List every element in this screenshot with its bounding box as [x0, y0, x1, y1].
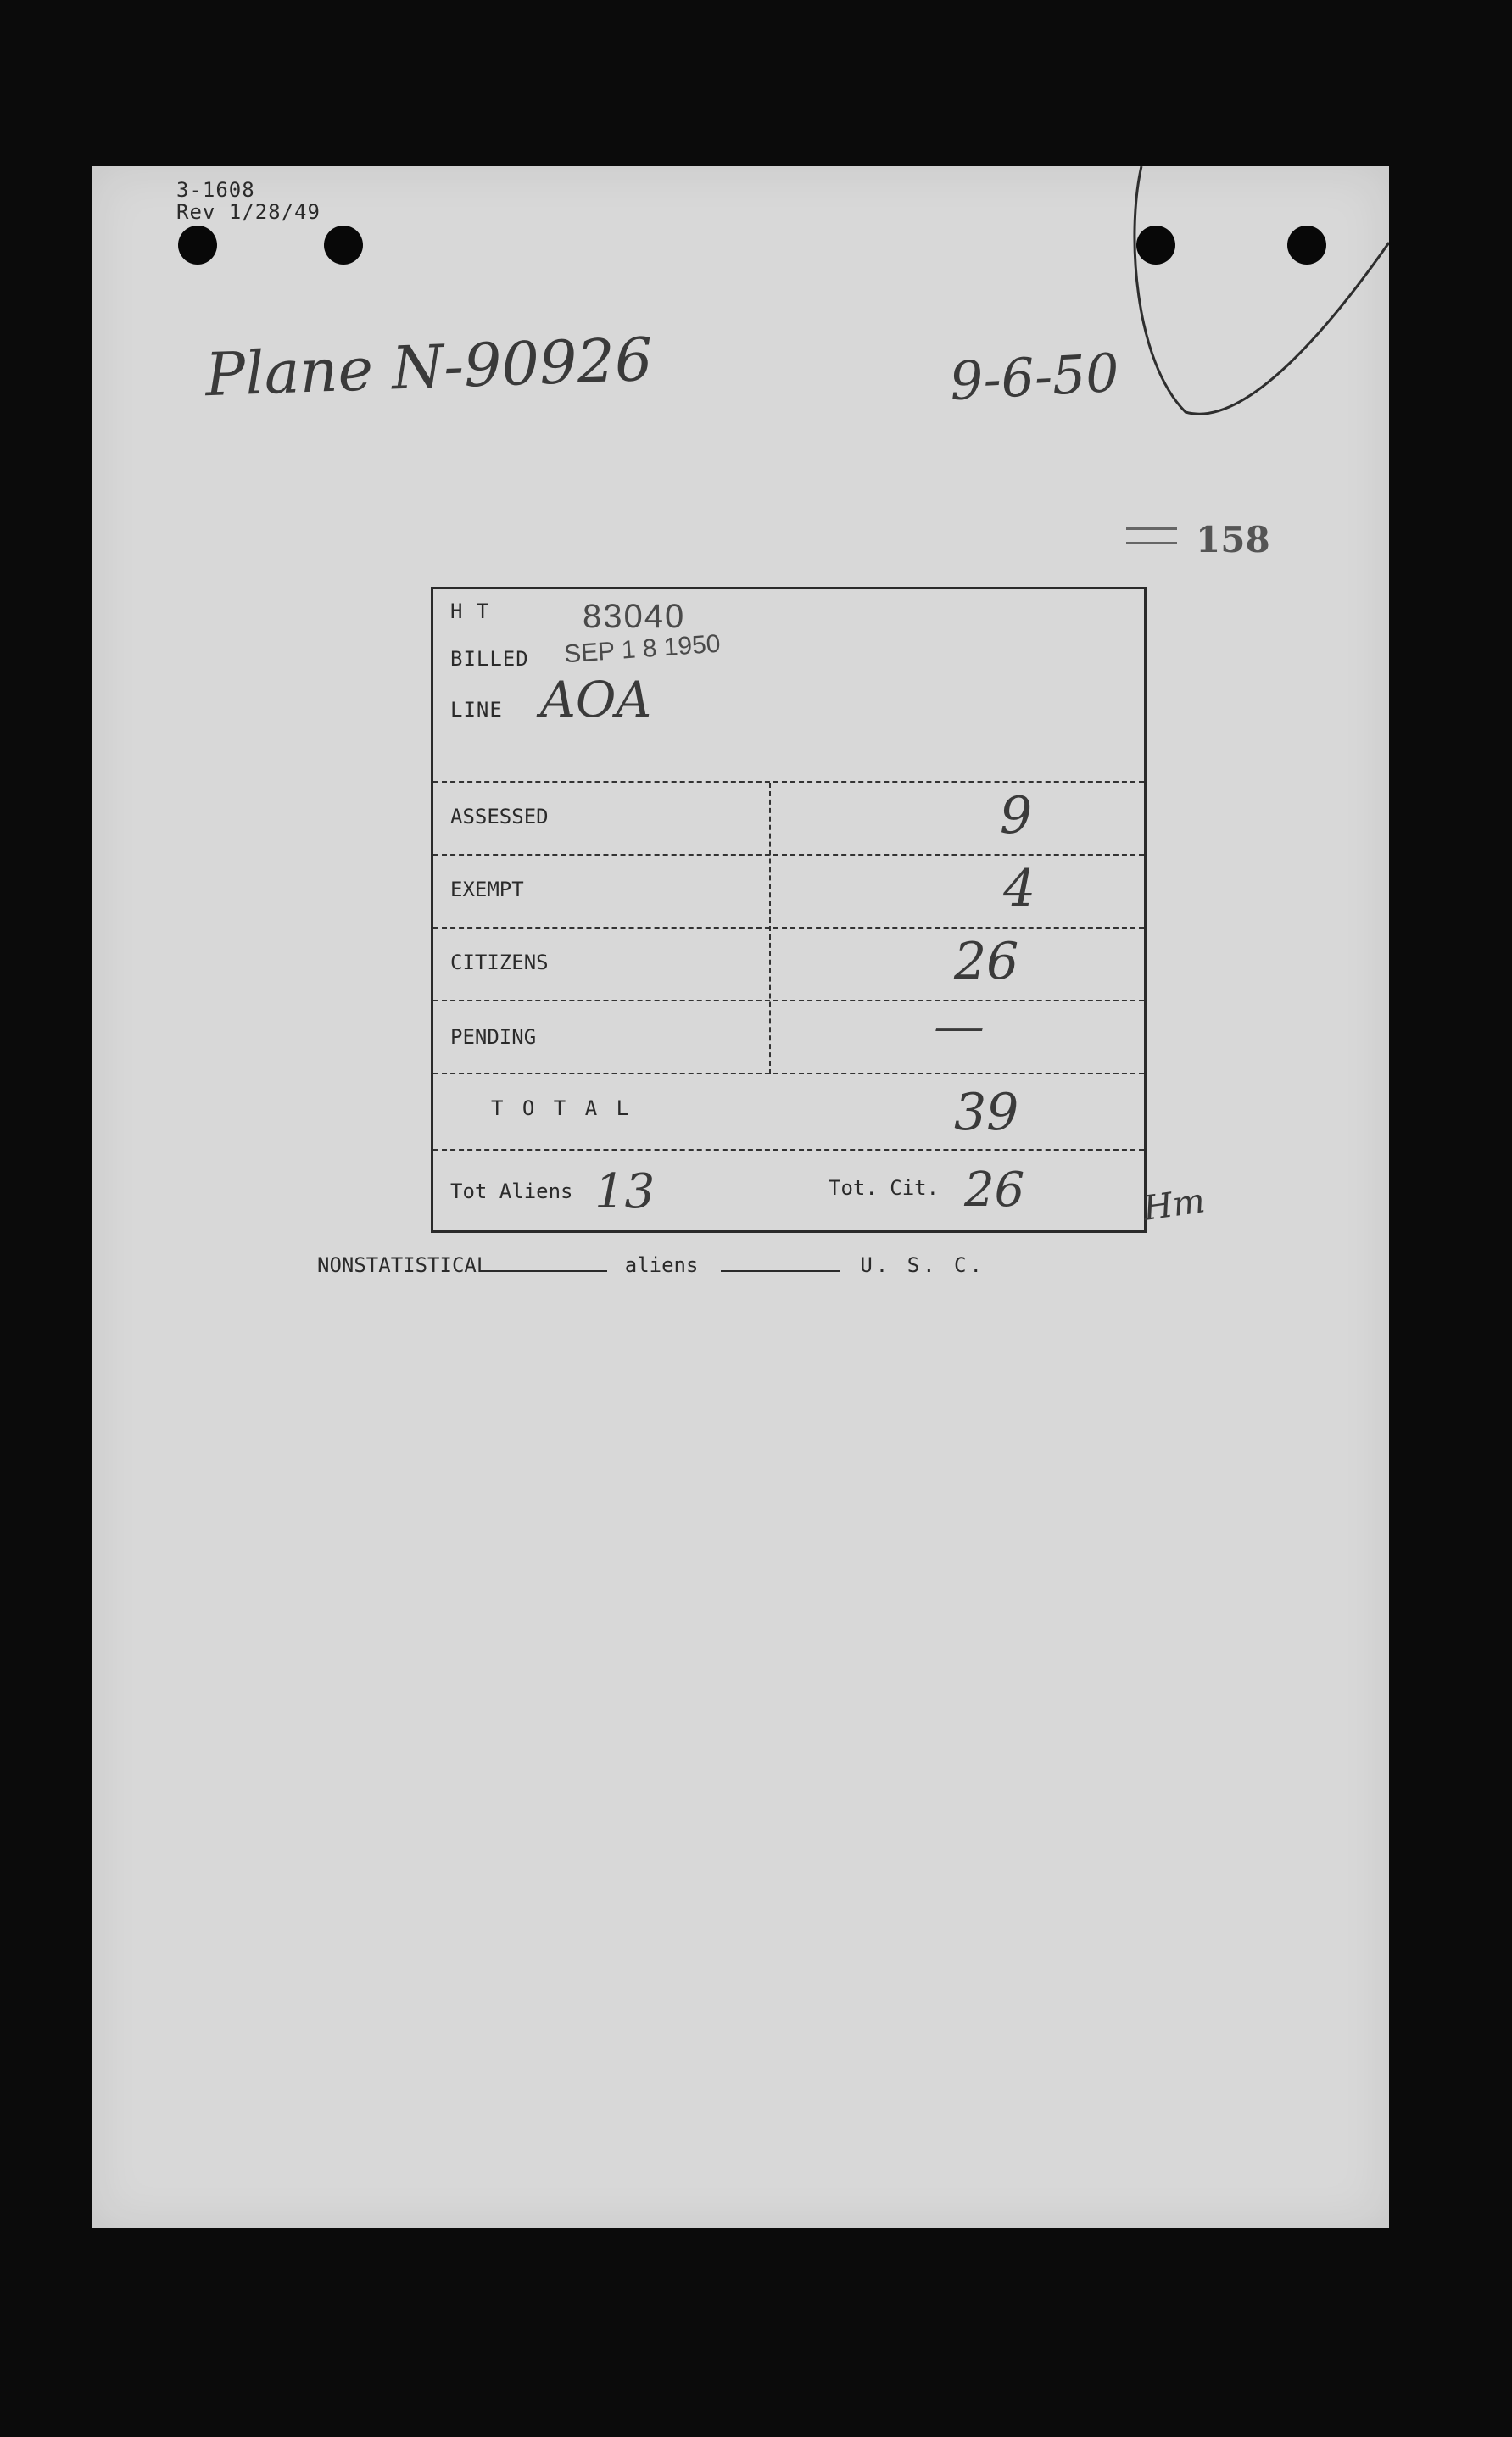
divider-header [433, 781, 1144, 783]
punch-hole-left-2 [324, 226, 363, 265]
form-number: 3-1608 [176, 178, 255, 202]
row-value-assessed: 9 [1000, 786, 1033, 845]
pencil-stroke-mark [1126, 166, 1389, 421]
handwritten-initials: Hm [1141, 1181, 1208, 1229]
row-label-pending: PENDING [450, 1025, 537, 1049]
billed-label: BILLED [450, 647, 529, 671]
nonstatistical-label: NONSTATISTICAL [317, 1253, 489, 1277]
ht-label: H T [450, 599, 490, 623]
row-label-citizens: CITIZENS [450, 951, 549, 974]
handwritten-date: 9-6-50 [948, 341, 1121, 413]
divider-row-1 [433, 854, 1144, 856]
divider-row-3 [433, 1000, 1144, 1001]
aliens-label: aliens [624, 1253, 699, 1277]
line-label: LINE [450, 698, 503, 722]
divider-row-2 [433, 927, 1144, 929]
row-label-assessed: ASSESSED [450, 805, 549, 828]
tot-cit-value: 26 [964, 1163, 1025, 1218]
count-form-table [431, 587, 1147, 1233]
side-number-dashes [1126, 527, 1177, 544]
nonstatistical-blank [488, 1267, 607, 1272]
billed-date-stamp: SEP 1 8 1950 [563, 629, 722, 669]
usc-label: U. S. C. [860, 1253, 985, 1277]
row-value-total: 39 [954, 1083, 1019, 1142]
row-value-citizens: 26 [954, 932, 1019, 991]
row-label-total: T O T A L [491, 1096, 633, 1120]
column-divider [769, 783, 771, 1074]
divider-row-4 [433, 1073, 1144, 1074]
nonstatistical-line [317, 1253, 985, 1277]
handwritten-title: Plane N-90926 [204, 324, 654, 410]
tot-aliens-label: Tot Aliens [450, 1179, 573, 1203]
row-label-exempt: EXEMPT [450, 878, 524, 901]
document-page [92, 166, 1389, 2228]
tot-aliens-value: 13 [594, 1164, 656, 1219]
row-value-pending: — [934, 996, 985, 1056]
punch-hole-left-1 [178, 226, 217, 265]
divider-total [433, 1149, 1144, 1151]
line-value: AOA [540, 671, 652, 728]
form-revision: Rev 1/28/49 [176, 200, 321, 224]
side-number: 158 [1196, 519, 1270, 560]
aliens-blank [721, 1267, 840, 1272]
row-value-exempt: 4 [1003, 859, 1036, 918]
tot-cit-label: Tot. Cit. [829, 1176, 940, 1200]
ht-value: 83040 [583, 598, 686, 635]
